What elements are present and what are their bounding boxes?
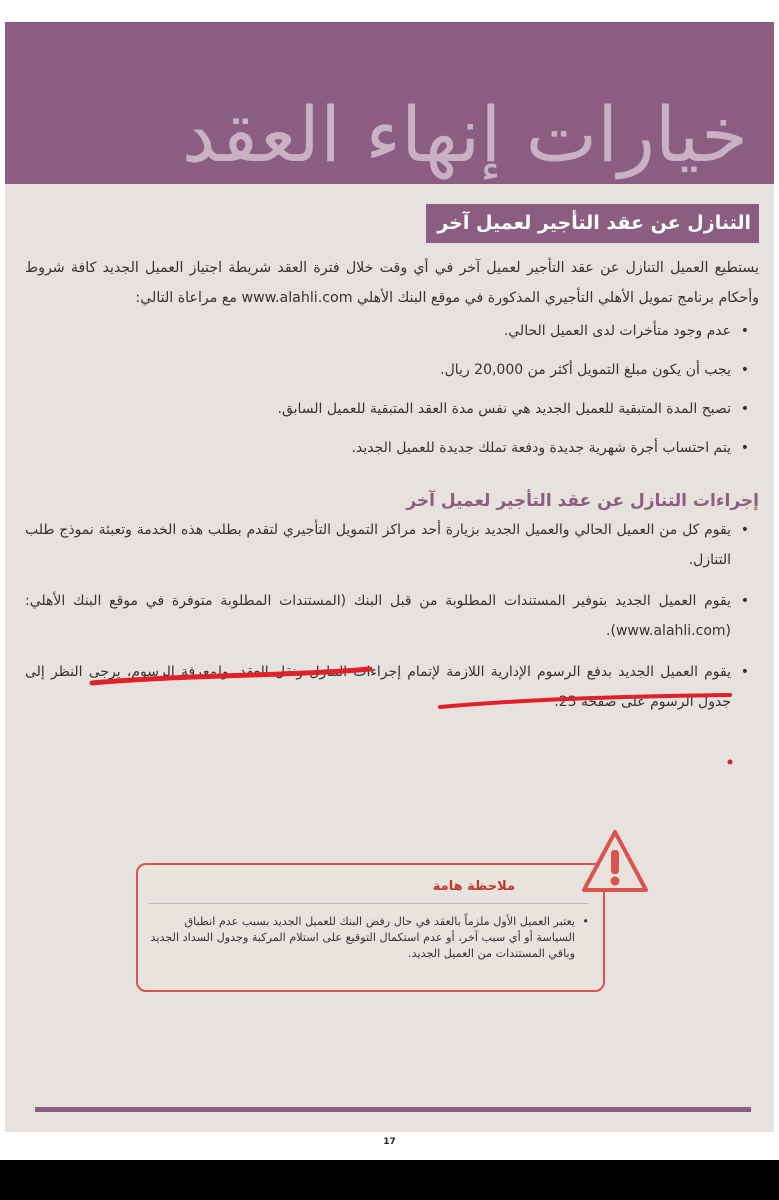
list-item: • عدم وجود متأخرات لدى العميل الحالي.	[503, 323, 749, 339]
bullet-icon: •	[740, 440, 749, 456]
bullet-icon: •	[740, 362, 749, 378]
bullet-icon: •	[740, 401, 749, 417]
page-title: خيارات إنهاء العقد	[181, 90, 748, 179]
list-item: • يقوم العميل الجديد بدفع الرسوم الإدارية اللازمة لإتمام إجراءات التنازل ونقل العقد. ولمعرفة الرسوم، يرجى النظر إلى جدول الرسوم على صفحة 23.	[25, 657, 759, 717]
bullet-icon: •	[740, 593, 749, 609]
section-heading-procedures: إجراءات التنازل عن عقد التأجير لعميل آخر	[406, 491, 759, 511]
note-title: ملاحظة هامة	[432, 879, 515, 894]
section-heading-transfer: التنازل عن عقد التأجير لعميل آخر	[426, 204, 759, 243]
bullet-icon: •	[740, 522, 749, 538]
note-body: • يعتبر العميل الأول ملزماً بالعقد في حال رفض البنك للعميل الجديد بسبب عدم انطباق السياسة أو أي سبب آخر، أو عدم استكمال التوقيع على استلام المركبة وجدول السداد الجديد وباقي المستندات من العميل الجديد.	[150, 915, 589, 960]
list-item: • يقوم كل من العميل الحالي والعميل الجديد بزيارة أحد مراكز التمويل التأجيري لتقدم بطلب هذه الخدمة وتعبئة نموذج طلب التنازل.	[25, 515, 759, 575]
list-item: • تصبح المدة المتبقية للعميل الجديد هي نفس مدة العقد المتبقية للعميل السابق.	[277, 401, 749, 417]
list-item: • يتم احتساب أجرة شهرية جديدة ودفعة تملك جديدة للعميل الجديد.	[351, 440, 749, 456]
bullet-icon: •	[740, 664, 749, 680]
list-item: • يقوم العميل الجديد بتوفير المستندات المطلوبة من قبل البنك (المستندات المطلوبة متوفرة في موقع البنك الأهلي: (www.alahli.com).	[25, 586, 759, 646]
bullet-icon: •	[740, 323, 749, 339]
intro-paragraph: يستطيع العميل التنازل عن عقد التأجير لعميل آخر في أي وقت خلال فترة العقد شريطة اجتياز العميل الجديد كافة شروط وأحكام برنامج تمويل الأهلي التأجيري المذكورة في موقع البنك الأهلي www.alahli.com مع مراعاة التالي:	[25, 260, 759, 306]
page-number: 17	[383, 1137, 396, 1147]
list-item: • يجب أن يكون مبلغ التمويل أكثر من 20,000 ريال.	[440, 362, 749, 378]
bullet-icon: •	[582, 915, 589, 928]
